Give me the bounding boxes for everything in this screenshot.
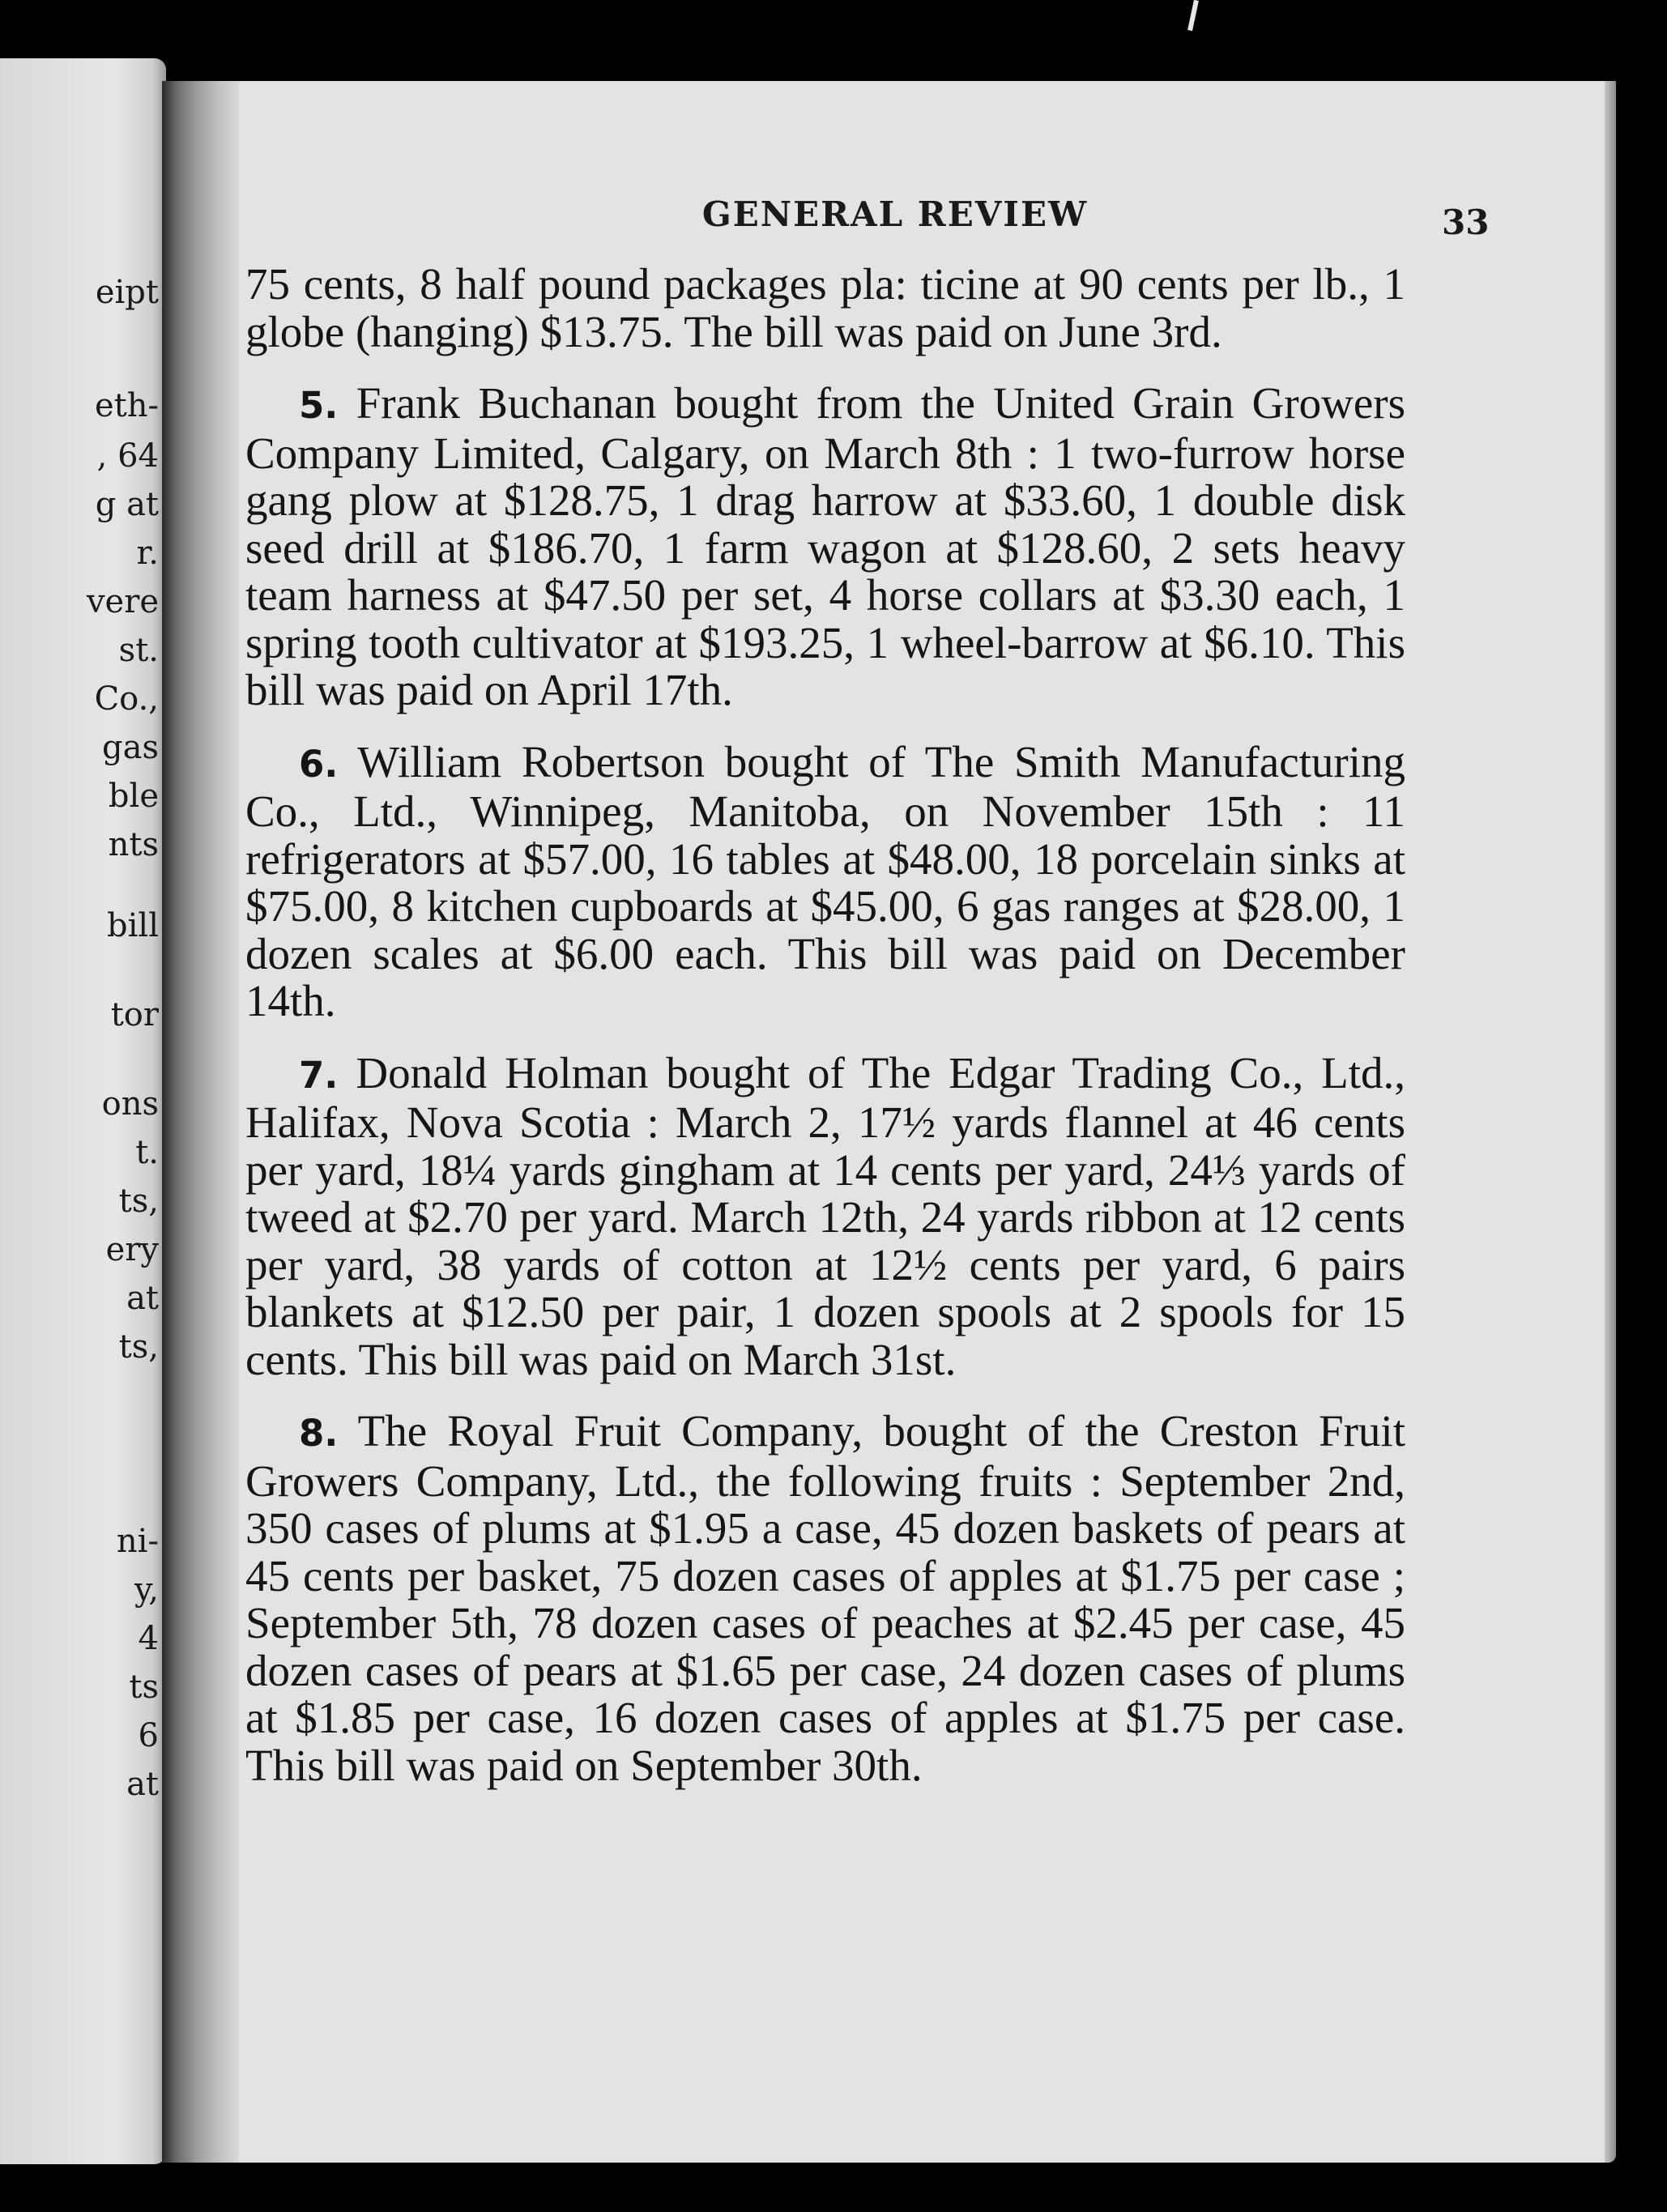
exercise-item-5: [245, 380, 1405, 714]
page-edge-shadow: [1605, 81, 1616, 2163]
page-body: [245, 261, 1405, 1789]
left-page-fragment: g at: [95, 486, 159, 523]
item-text: Frank Buchanan bought from the United Grain Growers Company Limited, Calgary, on March 8th : 1 two-furrow horse gang plow at $128.75, 1 drag harrow at $33.60, 1 double disk seed drill at $186.70, 1 farm wagon at $128.60, 2 sets heavy team harness at $47.50 per set, 4 horse collars at $3.30 each, 1 spring tooth cultivator at $193.25, 1 wheel-barrow at $6.10. This bill was paid on April 17th.: [245, 378, 1405, 714]
left-page-fragment: ts: [129, 1669, 159, 1706]
left-page-fragment: ery: [105, 1231, 159, 1268]
left-page-fragment: t.: [135, 1134, 159, 1171]
item-text: William Robertson bought of The Smith Manufacturing Co., Ltd., Winnipeg, Manitoba, on November 15th : 11 refrigerators at $57.00, 16 tables at $48.00, 18 porcelain sinks at $75.00, 8 kitchen cupboards at $45.00, 6 gas ranges at $28.00, 1 dozen scales at $6.00 each. This bill was paid on December 14th.: [245, 736, 1405, 1025]
left-page-fragment: Co.,: [94, 680, 159, 718]
exercise-item-8: [245, 1408, 1405, 1789]
exercise-item-7: [245, 1047, 1406, 1384]
page-number: 33: [1442, 202, 1490, 242]
left-facing-page: [0, 58, 166, 2164]
left-page-fragment: r.: [136, 535, 159, 572]
item-number: 7.: [299, 1053, 339, 1097]
item-number: 5.: [299, 384, 339, 427]
running-head: GENERAL REVIEW: [701, 194, 1089, 234]
left-page-fragment: 6: [138, 1717, 159, 1754]
left-page-fragment: ts,: [118, 1328, 159, 1366]
left-page-fragment: vere: [86, 583, 159, 620]
item-number: 8.: [299, 1412, 339, 1455]
item-text: Donald Holman bought of The Edgar Trading Co., Ltd., Halifax, Nova Scotia : March 2, 17½ yards flannel at 46 cents per yard, 18¼ yards gingham at 14 cents per yard, 24⅓ yards of tweed at $2.70 per yard. March 12th, 24 yards ribbon at 12 cents per yard, 38 yards of cotton at 12½ cents per yard, 6 pairs blankets at $12.50 per pair, 1 dozen spools at 2 spools for 15 cents. This bill was paid on March 31st.: [245, 1047, 1406, 1384]
left-page-fragment: , 64: [96, 437, 159, 475]
left-page-fragment: nts: [108, 826, 159, 863]
left-page-fragment: st.: [118, 632, 159, 669]
left-page-fragment: y,: [134, 1571, 159, 1609]
left-page-fragment: bill: [107, 907, 159, 944]
continued-paragraph: 75 cents, 8 half pound packages pla: ticine at 90 cents per lb., 1 globe (hanging) $13.75. The bill was paid on June 3rd.: [245, 259, 1405, 356]
scan-artifact-mark: [1187, 0, 1199, 31]
left-page-fragment: eth-: [94, 387, 159, 424]
left-page-fragment: eipt: [95, 274, 159, 311]
left-page-fragment: at: [126, 1766, 159, 1803]
exercise-item-6: [245, 736, 1405, 1025]
left-page-text-fragments: [0, 58, 162, 2164]
left-page-fragment: ni-: [116, 1523, 159, 1560]
left-page-fragment: ons: [101, 1085, 159, 1123]
item-number: 6.: [299, 742, 339, 786]
left-page-fragment: gas: [102, 729, 159, 766]
page-gutter-shadow: [162, 81, 239, 2163]
left-page-fragment: ts,: [118, 1183, 159, 1220]
left-page-fragment: tor: [110, 996, 159, 1034]
book-page: [162, 81, 1616, 2163]
left-page-fragment: ble: [108, 778, 159, 815]
item-text: The Royal Fruit Company, bought of the Creston Fruit Growers Company, Ltd., the following fruits : September 2nd, 350 cases of plums at $1.95 a case, 45 dozen baskets of pears at 45 cents per basket, 75 dozen cases of apples at $1.75 per case ; September 5th, 78 dozen cases of peaches at $2.45 per case, 45 dozen cases of pears at $1.65 per case, 24 dozen cases of plums at $1.85 per case, 16 dozen cases of apples at $1.75 per case. This bill was paid on September 30th.: [245, 1406, 1405, 1790]
left-page-fragment: at: [126, 1280, 159, 1317]
left-page-fragment: 4: [138, 1620, 159, 1657]
